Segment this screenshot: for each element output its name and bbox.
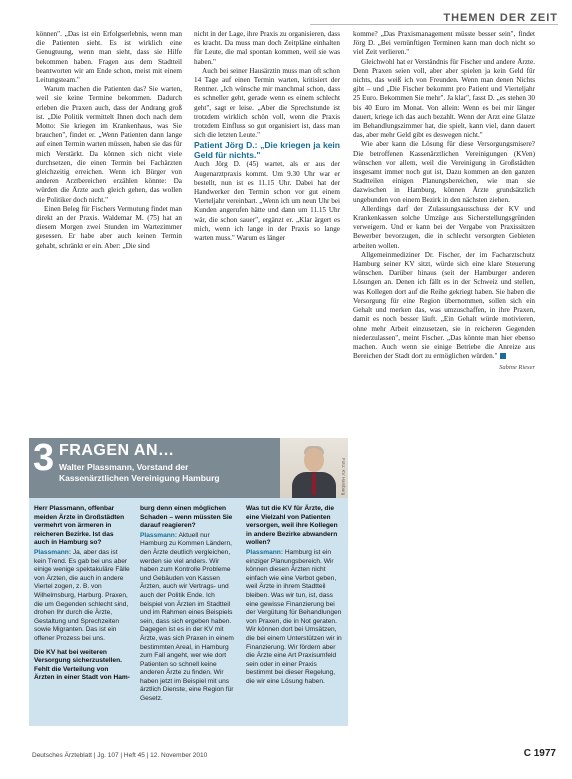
subheading: Patient Jörg D.: „Die kriegen ja kein Geld für nichts." (194, 140, 340, 161)
interview-column-2 (140, 505, 236, 709)
interview-box (29, 438, 348, 726)
paragraph: Allgemeinmediziner Dr. Fischer, der im Facharztschutz Hamburg seiner KV sitzt, würde sich eine klare Steuerung wünschen. Darüber hinaus (seit der Hamburger anderen Lösungen an. Denen ich fällt es in der Schweiz und stellen, was Kollegen dort auf die Reihe gekriegt haben. Sie haben die Versorgung für eine Region übernommen, sollen sich ein Gehalt und merken das, was umzuschaffen, in ihre Praxen, damit es noch besser läuft. „Ein Gehalt würde motivieren, ohne mehr Arbeit einzusetzen, sie in reicheren Gegenden niederzulassen", meint Fischer. „Das könnte man hier ebenso machen. Auch wenn sie einige Betriebe die Anreize aus Bereichen der Stadt dort zu ermöglichen würden." (353, 250, 535, 361)
paragraph: können". „Das ist ein Erfolgserlebnis, wenn man die Patienten sieht. Es ist wirklich eine Genugtuung, wenn man sieht, dass sie Hilfe bekommen haben. Fragen aus dem Stadtteil beantworten wir am Ende schon, meist mit einem Leitungsteam." (36, 30, 182, 85)
header-rule (310, 24, 558, 25)
article-column-1 (36, 30, 182, 251)
interview-header (29, 438, 348, 498)
question: Die KV hat bei weiteren Versorgung sicherzustellen. Fehlt die Verteilung von Ärzten in einer Stadt von Ham- (34, 648, 130, 682)
article-column-3 (353, 30, 535, 373)
paragraph: Gleichwohl hat er Verständnis für Fischer und andere Ärzte. Denn Praxen seien voll, aber aber spielen ja kein Geld für nichts, das weiß ich von Freunden. Wenn man denen Nichts gibt – und „Die Fischer bekommt pro Patient und Vierteljahr 25 Euro. Bekommen Sie mehr". Ja klar", fasst D. „es stehen 30 bis 40 Euro im Monat. Von allein: Wenn es bei mir länger dauert, kriege ich das auch bezahlt. Wenn der Arzt eine Glatze im Behandlungszimmer hat, die spielt, kann viel, dann dauert das, aber mehr Geld gibt es deswegen nicht." (353, 57, 535, 140)
interview-subtitle: Walter Plassmann, Vorstand der Kassenärztlichen Vereinigung Hamburg (59, 462, 220, 483)
article-column-2 (194, 30, 340, 243)
paragraph: Einen Beleg für Fischers Vermutung findet man direkt an der Praxis. Waldemar M. (75) hat an diesem Morgen zwei Stunden im Wartezimmer gesessen. Er habe aber auch keinen Termin gehabt, schränkt er ein. Aber: „Die sind (36, 204, 182, 250)
answer: Plassmann: Hamburg ist ein einziger Planungsbereich. Wir können diesen Ärzten nicht einfach wie eine Verbot geben, weil Ärzte in ihrem Stadtteil bleiben. Was wir tun, ist, dass eine gewisse Finanzierung bei der Vergütung für Behandlungen von Praxen, die in Not geraten. Wir können dort bei Umsätzen, die bei einem Unterstützen wir in Finanzierung. Wir fördern aber die Ärzte eine Art Praxisumfeld sein oder in einer Praxis bestimmt bei dieser Regelung, die wir eine Lösung haben. (246, 548, 342, 685)
interview-column-3 (246, 505, 342, 691)
answer: Plassmann: Ja, aber das ist kein Trend. Es gab bei uns aber einige wenige spektakuläre Fälle von Ärzten, die auch in andere Viertel zogen, z. B. von Wilhelmsburg, Harburg. Praxen, die um Gegenden schlecht sind, drohen Ihr durch die Ärzte, Gestaltung und Sprechzeiten sowie Migranten. Das ist ein offener Prozess bei uns. (34, 548, 130, 642)
photo-credit: Foto: KV Hamburg (341, 458, 346, 496)
question: Herr Plassmann, offenbar meiden Ärzte in Großstädten vermehrt von ärmeren in reicheren Bezirke. Ist das auch in Hamburg so? (34, 505, 125, 547)
question: Was tut die KV für Ärzte, die eine Vielzahl von Patienten versorgen, weil ihre Kollegen in andere Bezirke abwandern wollen? (246, 505, 338, 547)
interview-title: FRAGEN AN… (59, 442, 175, 459)
paragraph: Allerdings darf der Zulassungsausschuss der KV und Krankenkassen solche Umzüge aus Sicherstellungsgründen verweigern. Und er kann bei der Vergabe von Praxissitzen Bewerber bevorzugen, die in schlecht versorgten Gebieten arbeiten wollen. (353, 204, 535, 250)
question: burg denn einen möglichen Schaden – wenn müssten Sie darauf reagieren? (140, 505, 233, 530)
page-number: C 1977 (523, 748, 556, 759)
answer: Plassmann: Aktuell nur Hamburg zu Kommen Ländern, den Ärzte deutlich vergleichen, werden sie viel anders. Wir haben zum Kontrolle Probleme und Gebäuden von Kassen Ärzten, auch wir Vertrags- und auch der Politik Ende. Ich beispiel von Ärzten im Stadtteil und im Rahmen eines Beispiels sein, dass sich ergeben haben. Dagegen ist es in der KV mit Ärzte, was sich Praxen in einem bestimmten Areal, in Hamburg zum Fall angeht, wer wie dort Patienten so schnell keine anderen Ärzte zu finden. Wir haben jetzt im Beispiel mit uns ärztlich Dienste, eine Region für Gesetz. (140, 531, 234, 703)
portrait-photo (280, 438, 348, 498)
author-name: Sabine Rieser (499, 364, 535, 372)
paragraph: Wie aber kann die Lösung für diese Versorgungsmisere? Die betroffenen Kassenärztlichen Vereinigungen (KVen) wünschen vor allem, weil die Vereinigung in Großstädten insgesamt immer noch gut ist, Dazu kommen an den ganzen Stadtteilen einigen Planungsbereichen, wie man sie dazwischen in Hamburg, können Ärzte grundsätzlich ungebunden von einem Bezirk in den nächsten ziehen. (353, 140, 535, 204)
paragraph: Auch Jörg D. (45) wartet, als er aus der Augenarztpraxis kommt. Um 9.30 Uhr war er bestellt, nun ist es 11.15 Uhr. Dabei hat der Handwerker den Termin schon vor gut einem Vierteljahr vereinbart. „Wenn ich um neun Uhr bei Kunden angerufen hätte und dann um 11.15 Uhr wär, die schon sauer", ergänzt er. „Klar ärgert es mich, wenn ich lange in der Praxis so lange warten muss." Warum es länger (194, 160, 340, 243)
paragraph: Auch bei seiner Hausärztin muss man oft schon 14 Tage auf einen Termin warten, kritisiert der Rentner. „Ich wünsche mir manchmal schon, dass es schneller geht, gerade wenn es einem schlecht geht", sagt er leise. „Aber die Sprechstunde ist trotzdem wirklich schön voll, wenn die Praxis trotzdem Einfluss so gut organisiert ist, dass man sich die letzten Leute." (194, 66, 340, 140)
interview-number: 3 (33, 438, 55, 479)
section-header: THEMEN DER ZEIT (443, 12, 558, 24)
paragraph: komme? „Das Praxismanagement müsste besser sein", findet Jörg D. „Bei vernünftigen Terminen kann man doch nicht so viel Zeit verlieren." (353, 30, 535, 57)
end-mark-icon (500, 353, 506, 359)
footer-citation: Deutsches Ärzteblatt | Jg. 107 | Heft 45 | 12. November 2010 (32, 752, 208, 759)
interview-column-1 (34, 505, 130, 684)
paragraph: Warum machen die Patienten das? Sie warten, weil sie keine Termine bekommen. Dadurch erleben die Praxen auch, dass der Andrang groß ist. „Die Politik vermittelt Ihnen doch nach dem Motto: Sie kriegen im Krankenhaus, was Sie brauchen", findet er. „Wenn Patienten dann lange auf einen Termin warten müssen, haben sie das für mich Verstärkt. Da können sich nicht viele durchsetzen, die einen Termin bei Fachärzten gleichzeitig erreichen. Wenn ich Bürger von anderen Arztbereichen erzählen könnte: Da würden die Ärzte auch gleich gehen, das wollen die Politiker doch nicht." (36, 85, 182, 204)
paragraph: nicht in der Lage, ihre Praxis zu organisieren, dass es kracht. Da muss man doch Zeitpläne einhalten für Leute, die mal spontan kommen, weil sie was haben." (194, 30, 340, 66)
